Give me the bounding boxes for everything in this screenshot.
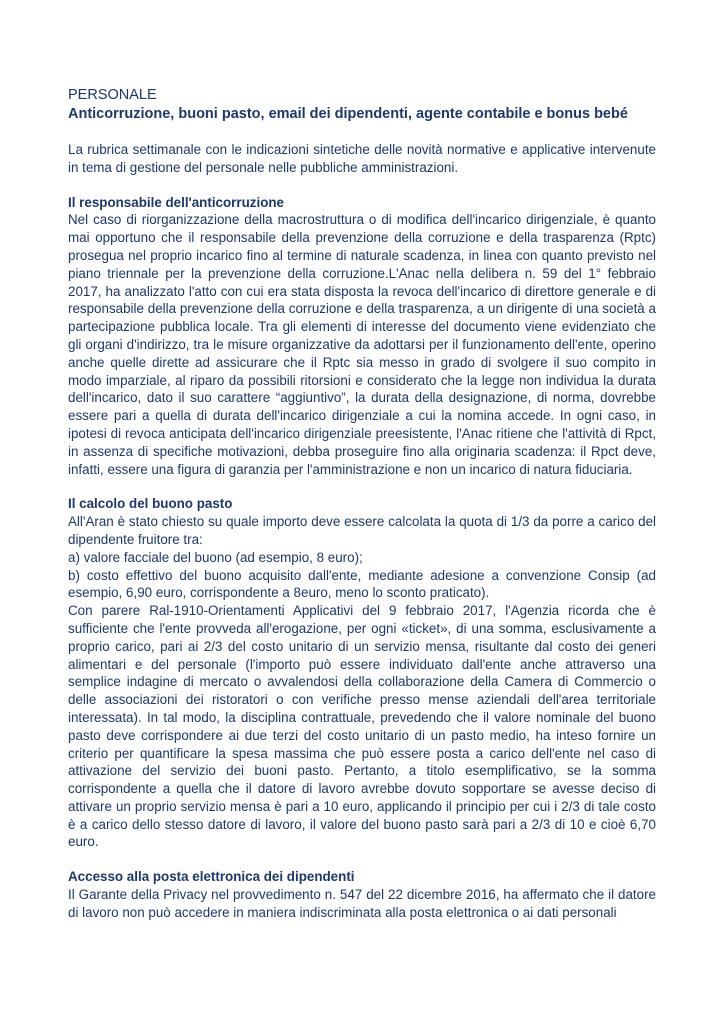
paragraph: All'Aran è stato chiesto su quale importo deve essere calcolata la quota di 1/3 da porre a carico del dipendente fruitore tra: [68,514,656,547]
section-title: Accesso alla posta elettronica dei dipendenti [68,869,355,885]
paragraph: Con parere Ral-1910-Orientamenti Applicativi del 9 febbraio 2017, l'Agenzia ricorda che è sufficiente che l'ente provveda all'erogazione, per ogni «ticket», di una somma, esclusivamente a proprio carico, pari ai 2/3 del costo unitario di un servizio mensa, risultante dal costo dei generi alimentari e del personale (l'importo può essere individuato dall'ente anche attraverso una semplice indagine di mercato o avvalendosi della collaborazione della Camera di Commercio o delle associazioni dei ristoratori o con verifiche presso mense aziendali dell'area territoriale interessata). In tal modo, la disciplina contrattuale, prevedendo che il valore nominale del buono pasto deve corrispondere ai due terzi del costo unitario di un pasto medio, ha inteso fornire un criterio per quantificare la spesa massima che può essere posta a carico dell'ente nel caso di attivazione del servizio dei buoni pasto. Pertanto, a titolo esemplificativo, se la somma corrispondente a quella che il datore di lavoro avrebbe dovuto sopportare se avesse deciso di attivare un proprio servizio mensa è pari a 10 euro, applicando il principio per cui i 2/3 di tale costo è a carico dello stesso datore di lavoro, il valore del buono pasto sarà pari a 2/3 di 10 e cioè 6,70 euro. [68,603,656,850]
section-anticorruzione [68,194,656,479]
paragraph: Il Garante della Privacy nel provvedimento n. 547 del 22 dicembre 2016, ha affermato che il datore di lavoro non può accedere in maniera indiscriminata alla posta elettronica o ai dati personali [68,887,656,920]
list-item: a) valore facciale del buono (ad esempio, 8 euro); [68,549,363,565]
section-title: Il calcolo del buono pasto [68,496,233,512]
list-item: b) costo effettivo del buono acquisito dall'ente, mediante adesione a convenzione Consip (ad esempio, 6,90 euro, corrispondente a 8euro, meno lo sconto praticato). [68,567,656,601]
article-headline: Anticorruzione, buoni pasto, email dei dipendenti, agente contabile e bonus bebé [68,106,628,122]
paragraph: Nel caso di riorganizzazione della macrostruttura o di modifica dell'incarico dirigenziale, è quanto mai opportuno che il responsabile della prevenzione della corruzione e della trasparenza (Rptc) prosegua nel proprio incarico fino al termine di naturale scadenza, in linea con quanto previsto nel piano triennale per la prevenzione della corruzione.L'Anac nella delibera n. 59 del 1° febbraio 2017, ha analizzato l'atto con cui era stata disposta la revoca dell'incarico di direttore generale e di responsabile della prevenzione della corruzione e della trasparenza, a un dirigente di una società a partecipazione pubblica locale. Tra gli elementi di interesse del documento viene evidenziato che gli organi d'indirizzo, tra le misure organizzative da adottarsi per il funzionamento dell'ente, operino anche quelle dirette ad assicurare che il Rptc sia messo in grado di svolgere il suo compito in modo imparziale, al riparo da possibili ritorsioni e considerato che la legge non individua la durata dell'incarico, dato il suo carattere “aggiuntivo”, la durata della designazione, di norma, dovrebbe essere pari a quella di durata dell'incarico dirigenziale a cui la nomina accede. In ogni caso, in ipotesi di revoca anticipata dell'incarico dirigenziale preesistente, l'Anac ritiene che l'attività di Rpct, in assenza di specifiche motivazioni, debba proseguire fino alla originaria scadenza: il Rpct deve, infatti, essere una figura di garanzia per l'amministrazione e non un incarico di natura fiduciaria. [68,212,656,477]
document-page [68,86,656,939]
section-kicker: PERSONALE [68,87,157,103]
section-posta-elettronica [68,868,656,921]
intro-paragraph: La rubrica settimanale con le indicazioni sintetiche delle novità normative e applicative intervenute in tema di gestione del personale nelle pubbliche amministrazioni. [68,142,656,175]
section-title: Il responsabile dell'anticorruzione [68,194,284,210]
section-buono-pasto [68,495,656,851]
